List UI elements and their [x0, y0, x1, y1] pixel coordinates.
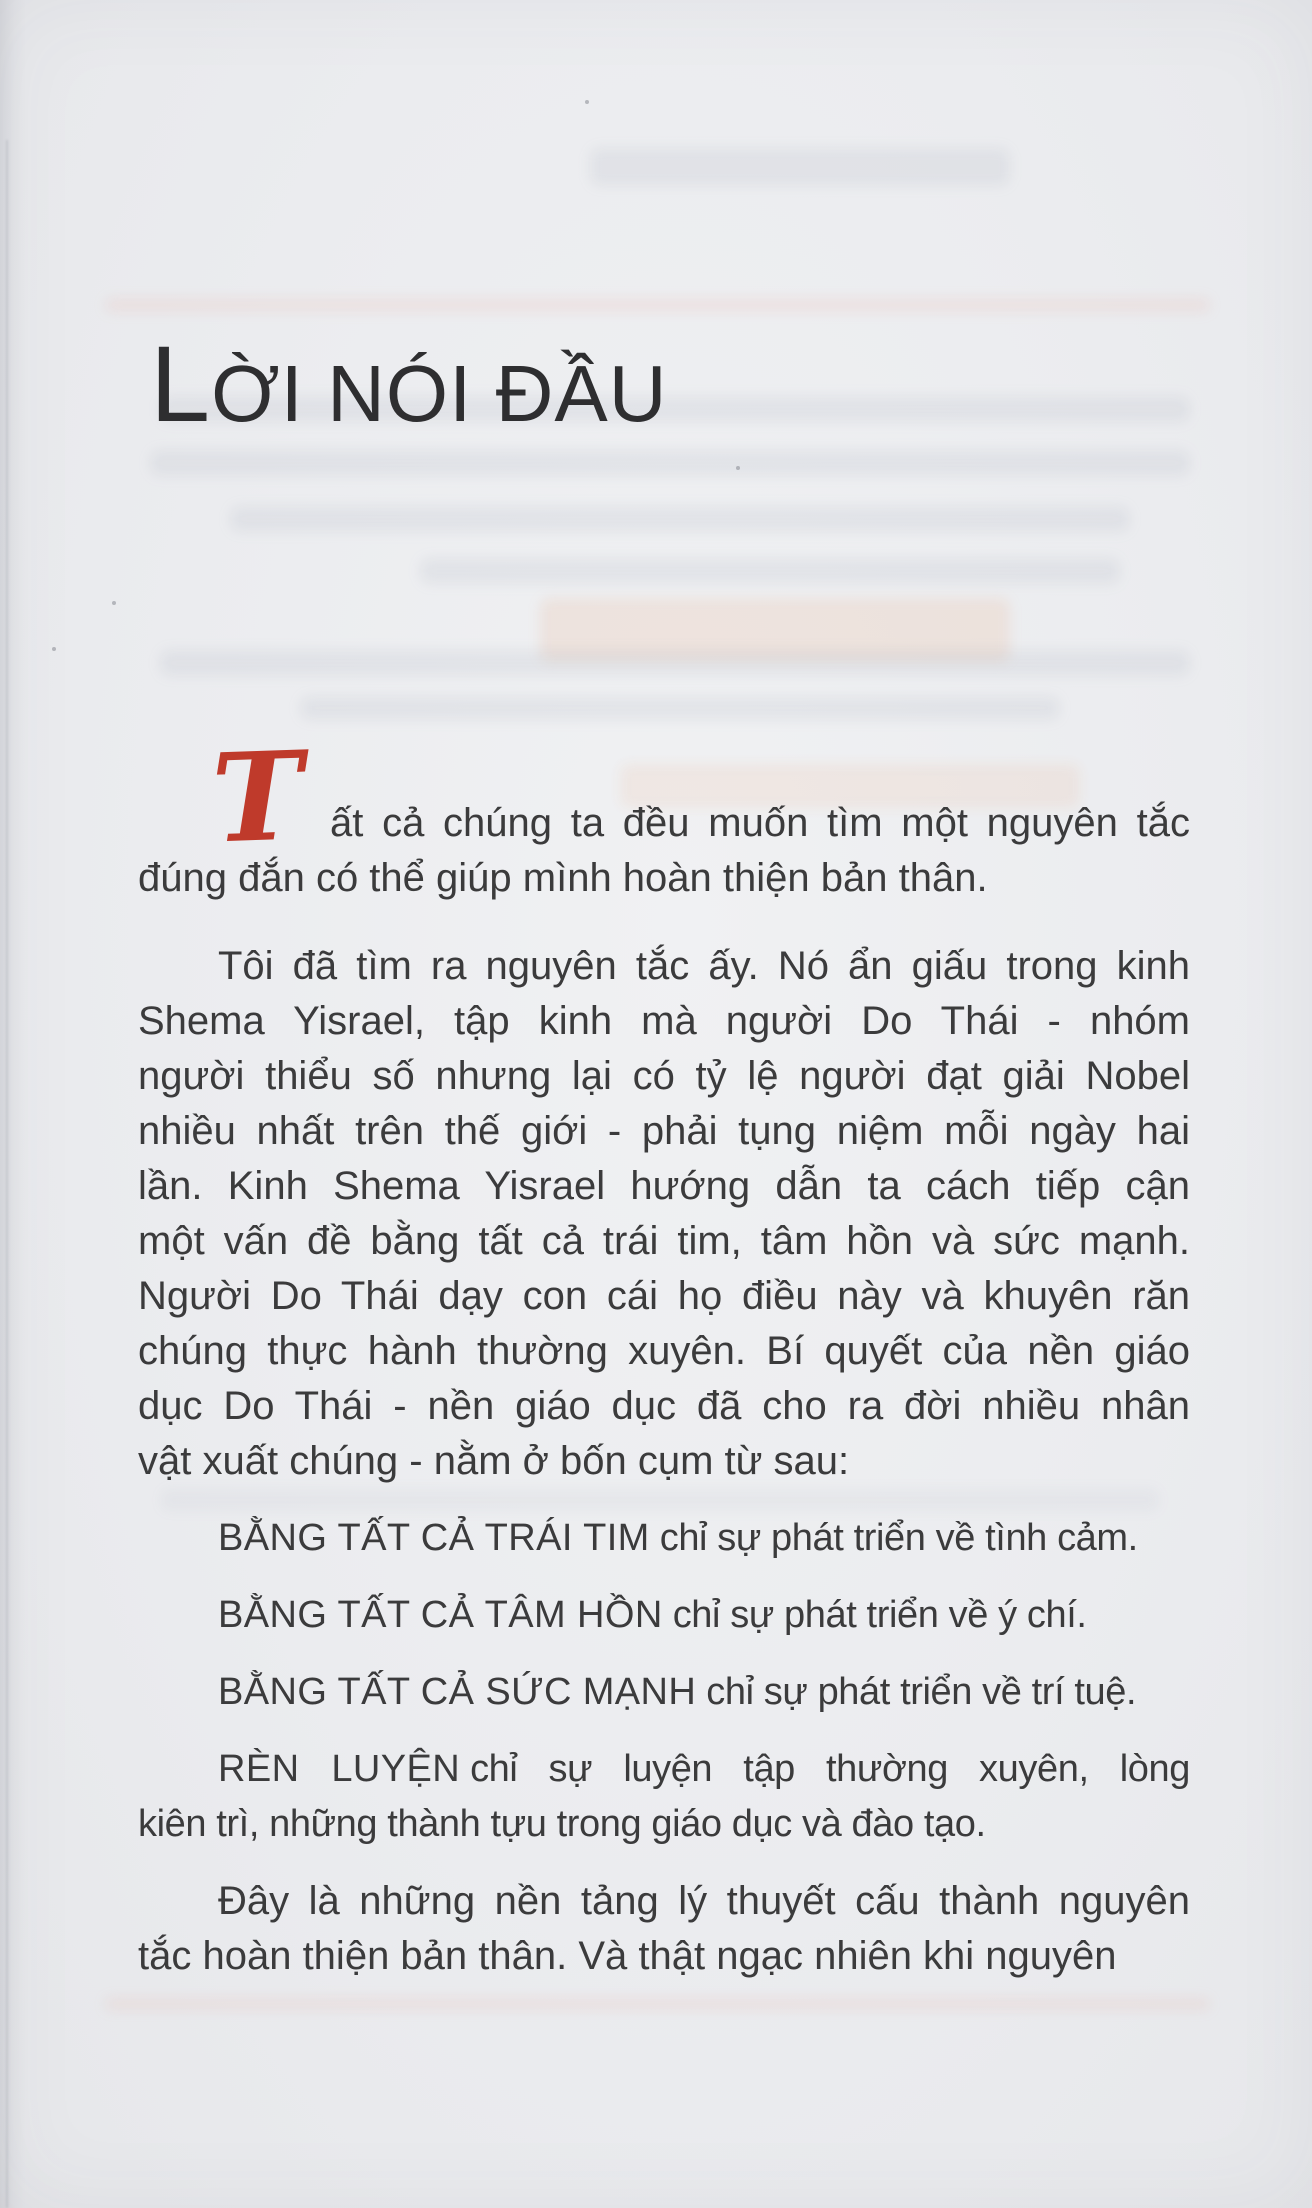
principle-lead: BẰNG TẤT CẢ TÂM HỒN: [218, 1594, 663, 1636]
paragraph-shema: [138, 939, 1190, 1489]
principle-soul: [138, 1588, 1190, 1643]
text-line: người thiểu số nhưng lại có tỷ lệ người đạt giải Nobel: [138, 1054, 1190, 1098]
text-line: nhiều nhất trên thế giới - phải tụng niệm mỗi ngày hai: [138, 1109, 1190, 1153]
text-line: một vấn đề bằng tất cả trái tim, tâm hồn và sức mạnh.: [138, 1219, 1190, 1263]
dust-speck: [585, 100, 589, 104]
paragraph-closing: [138, 1874, 1190, 1984]
bleedthrough-header: [590, 148, 1010, 186]
principle-strength: [138, 1665, 1190, 1720]
text-line: đúng đắn có thể giúp mình hoàn thiện bản thân.: [138, 856, 988, 900]
chapter-title-rest: ỜI NÓI ĐẦU: [211, 349, 668, 438]
text-line: Tôi đã tìm ra nguyên tắc ấy. Nó ẩn giấu trong kinh: [218, 944, 1190, 988]
principle-lead: BẰNG TẤT CẢ SỨC MẠNH: [218, 1671, 697, 1713]
bleedthrough-band: [105, 298, 1210, 312]
bleedthrough-text-line: [420, 558, 1120, 584]
principle-heart: [138, 1511, 1190, 1566]
principle-text: chỉ sự phát triển về tình cảm.: [659, 1517, 1138, 1559]
principle-practice: [138, 1742, 1190, 1852]
bleedthrough-text-line: [300, 696, 1060, 720]
page-edge-line: [6, 140, 8, 2208]
text-line: dục Do Thái - nền giáo dục đã cho ra đời nhiều nhân: [138, 1384, 1190, 1428]
text-line: Người Do Thái dạy con cái họ điều này và khuyên răn: [138, 1274, 1190, 1318]
principle-lead: RÈN LUYỆN: [218, 1748, 461, 1790]
paragraph-opening: [138, 796, 1190, 906]
text-line: kiên trì, những thành tựu trong giáo dục và đào tạo.: [138, 1803, 986, 1845]
drop-cap-letter: T: [209, 723, 306, 871]
bleedthrough-text-line: [150, 450, 1190, 476]
principle-text: chỉ sự phát triển về trí tuệ.: [706, 1671, 1137, 1713]
principle-text: chỉ sự luyện tập thường xuyên, lòng: [470, 1748, 1190, 1790]
text-line: chúng thực hành thường xuyên. Bí quyết của nền giáo: [138, 1329, 1190, 1373]
text-line: Shema Yisrael, tập kinh mà người Do Thái - nhóm: [138, 999, 1190, 1043]
principle-lead: BẰNG TẤT CẢ TRÁI TIM: [218, 1517, 650, 1559]
text-line: lần. Kinh Shema Yisrael hướng dẫn ta cách tiếp cận: [138, 1164, 1190, 1208]
bleedthrough-band: [105, 1998, 1210, 2010]
chapter-title: [150, 323, 668, 444]
dust-speck: [736, 466, 740, 470]
chapter-title-initial: L: [150, 323, 212, 444]
text-line: ất cả chúng ta đều muốn tìm một nguyên tắc: [330, 801, 1190, 845]
bleedthrough-text-line: [160, 650, 1190, 676]
bleedthrough-ornament: [540, 598, 1010, 662]
text-line: [138, 1511, 1190, 1566]
spine-shadow: [0, 0, 26, 2208]
body-text-column: [138, 796, 1190, 1984]
text-line: Đây là những nền tảng lý thuyết cấu thành nguyên: [218, 1879, 1190, 1923]
text-line: [138, 1588, 1190, 1643]
principle-text: chỉ sự phát triển về ý chí.: [672, 1594, 1087, 1636]
dust-speck: [112, 601, 116, 605]
dust-speck: [52, 647, 56, 651]
text-line: vật xuất chúng - nằm ở bốn cụm từ sau:: [138, 1439, 850, 1483]
text-line: tắc hoàn thiện bản thân. Và thật ngạc nhiên khi nguyên: [138, 1934, 1117, 1978]
text-line: [138, 1742, 1190, 1797]
text-line: [138, 1665, 1190, 1720]
bleedthrough-text-line: [230, 506, 1130, 532]
